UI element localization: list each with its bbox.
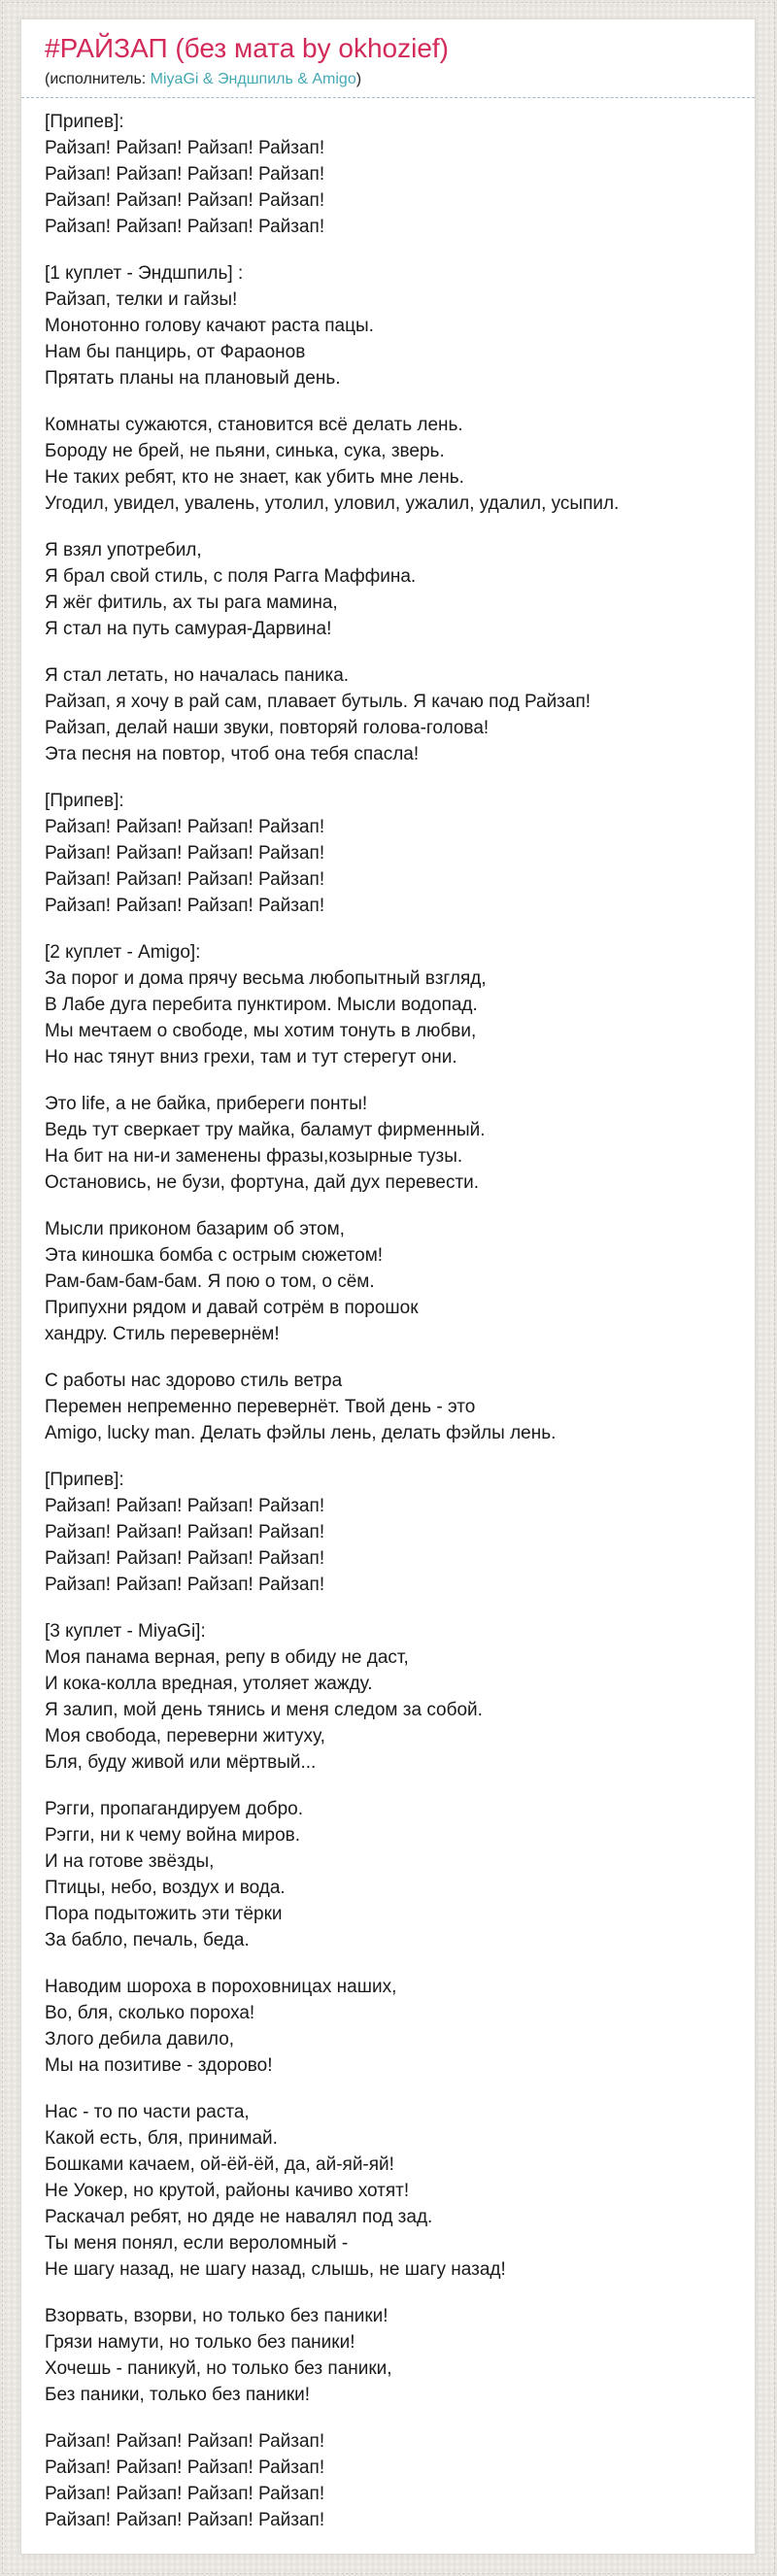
artist-link[interactable]: MiyaGi & Эндшпиль & Amigo	[150, 71, 356, 87]
lyrics-card	[20, 18, 756, 2555]
lyrics-line: [Припев]:	[45, 112, 124, 132]
lyrics-line: Райзап! Райзап! Райзап! Райзап!	[45, 190, 325, 211]
lyrics-line: Без паники, только без паники!	[45, 2385, 311, 2405]
lyrics-line: Бороду не брей, не пьяни, синька, сука, зверь.	[45, 441, 445, 461]
lyrics-line: Я взял употребил,	[45, 540, 202, 560]
lyrics-line: И кока-колла вредная, утоляет жажду.	[45, 1674, 373, 1694]
lyrics-line: Мы мечтаем о свободе, мы хотим тонуть в любви,	[45, 1021, 477, 1041]
lyrics-line: Я стал летать, но началась паника.	[45, 665, 350, 686]
lyrics-line: За порог и дома прячу весьма любопытный взгляд,	[45, 968, 487, 989]
stanza	[45, 1216, 731, 1347]
lyrics-line: Не Уокер, но крутой, районы качиво хотят!	[45, 2181, 410, 2201]
lyrics-line: Райзап! Райзап! Райзап! Райзап!	[45, 843, 325, 864]
lyrics-line: Это life, а не байка, прибереги понты!	[45, 1094, 368, 1114]
lyrics-line: И на готове звёзды,	[45, 1851, 215, 1872]
lyrics-line: Моя панама верная, репу в обиду не даст,	[45, 1647, 409, 1668]
lyrics-line: Птицы, небо, воздух и вода.	[45, 1878, 286, 1898]
lyrics-line: Какой есть, бля, принимай.	[45, 2128, 278, 2149]
stanza	[45, 109, 731, 240]
stanza	[45, 788, 731, 919]
lyrics-line: Райзап, я хочу в рай сам, плавает бутыль. Я качаю под Райзап!	[45, 692, 591, 712]
stanza	[45, 260, 731, 391]
lyrics-line: Злого дебила давило,	[45, 2029, 235, 2050]
lyrics-line: Комнаты сужаются, становится всё делать лень.	[45, 415, 463, 435]
lyrics-line: Прятать планы на плановый день.	[45, 368, 341, 389]
lyrics-line: Райзап, делай наши звуки, повторяй голова-голова!	[45, 718, 490, 738]
lyrics-line: Грязи намути, но только без паники!	[45, 2332, 355, 2353]
stanza	[45, 537, 731, 642]
lyrics-line: Бля, буду живой или мёртвый...	[45, 1752, 317, 1773]
lyrics-line: Эта киношка бомба с острым сюжетом!	[45, 1245, 384, 1266]
lyrics-line: Райзап! Райзап! Райзап! Райзап!	[45, 217, 325, 237]
lyrics-line: Райзап! Райзап! Райзап! Райзап!	[45, 1575, 325, 1595]
lyrics-line: Пора подытожить эти тёрки	[45, 1904, 283, 1924]
lyrics-line: Остановись, не бузи, фортуна, дай дух перевести.	[45, 1172, 480, 1193]
lyrics-line: Угодил, увидел, увалень, утолил, уловил, ужалил, удалил, усыпил.	[45, 493, 620, 514]
stanza	[45, 1796, 731, 1953]
lyrics-line: Во, бля, сколько пороха!	[45, 2003, 255, 2023]
lyrics-line: На бит на ни-и заменены фразы,козырные тузы.	[45, 1146, 463, 1167]
lyrics-line: Моя свобода, переверни житуху,	[45, 1726, 325, 1746]
lyrics-line: [Припев]:	[45, 791, 124, 811]
lyrics-line: Райзап! Райзап! Райзап! Райзап!	[45, 138, 325, 158]
lyrics-line: Припухни рядом и давай сотрём в порошок	[45, 1298, 419, 1318]
stanza	[45, 939, 731, 1070]
lyrics-line: [Припев]:	[45, 1470, 124, 1490]
lyrics-line: Не таких ребят, кто не знает, как убить мне лень.	[45, 467, 464, 488]
song-title: #РАЙЗАП (без мата by okhozief)	[45, 33, 450, 63]
lyrics-line: Монотонно голову качают раста пацы.	[45, 316, 374, 336]
lyrics-line: Райзап! Райзап! Райзап! Райзап!	[45, 1548, 325, 1569]
stanza	[45, 1467, 731, 1598]
lyrics-line: Райзап! Райзап! Райзап! Райзап!	[45, 1522, 325, 1542]
lyrics-line: Райзап! Райзап! Райзап! Райзап!	[45, 2510, 325, 2530]
lyrics-line: Не шагу назад, не шагу назад, слышь, не шагу назад!	[45, 2259, 506, 2280]
lyrics-line: Райзап! Райзап! Райзап! Райзап!	[45, 1496, 325, 1516]
artist-line-suffix: )	[355, 71, 362, 87]
song-header	[21, 19, 755, 98]
lyrics-line: Райзап! Райзап! Райзап! Райзап!	[45, 896, 325, 916]
lyrics-line: Ты меня понял, если вероломный -	[45, 2233, 349, 2254]
stanza	[45, 412, 731, 517]
lyrics-line: Мы на позитиве - здорово!	[45, 2055, 273, 2076]
lyrics-line: Райзап! Райзап! Райзап! Райзап!	[45, 2431, 325, 2452]
lyrics-line: Ведь тут сверкает тру майка, баламут фирменный.	[45, 1120, 486, 1140]
lyrics-line: [2 куплет - Amigo]:	[45, 942, 201, 963]
lyrics-line: Рэгги, пропагандируем добро.	[45, 1799, 304, 1819]
lyrics-line: Райзап, телки и гайзы!	[45, 289, 238, 310]
stanza	[45, 2303, 731, 2408]
lyrics-line: Я брал свой стиль, с поля Рагга Маффина.	[45, 566, 417, 587]
stanza	[45, 1974, 731, 2079]
lyrics-line: [3 куплет - MiyaGi]:	[45, 1621, 206, 1642]
lyrics-line: Наводим шороха в пороховницах наших,	[45, 1977, 397, 1997]
lyrics-line: Райзап! Райзап! Райзап! Райзап!	[45, 164, 325, 185]
lyrics-line: Я жёг фитиль, ах ты рага мамина,	[45, 593, 338, 613]
lyrics-line: Райзап! Райзап! Райзап! Райзап!	[45, 869, 325, 890]
lyrics-line: Райзап! Райзап! Райзап! Райзап!	[45, 817, 325, 837]
lyrics-line: хандру. Стиль перевернём!	[45, 1324, 280, 1344]
stanza	[45, 1091, 731, 1196]
lyrics-line: Эта песня на повтор, чтоб она тебя спасла!	[45, 744, 420, 764]
lyrics-line: Бошками качаем, ой-ёй-ёй, да, ай-яй-яй!	[45, 2154, 394, 2175]
lyrics-line: Перемен непременно перевернёт. Твой день - это	[45, 1397, 476, 1417]
lyrics-line: Взорвать, взорви, но только без паники!	[45, 2306, 388, 2326]
lyrics-text	[21, 98, 755, 2562]
stanza	[45, 1368, 731, 1446]
artist-line	[45, 70, 731, 89]
lyrics-line: [1 куплет - Эндшпиль] :	[45, 263, 244, 284]
lyrics-line: Райзап! Райзап! Райзап! Райзап!	[45, 2484, 325, 2504]
stanza	[45, 662, 731, 767]
stanza	[45, 2428, 731, 2533]
lyrics-line: Amigo, lucky man. Делать фэйлы лень, делать фэйлы лень.	[45, 1423, 557, 1443]
lyrics-line: В Лабе дуга перебита пунктиром. Мысли водопад.	[45, 995, 478, 1015]
lyrics-line: За бабло, печаль, беда.	[45, 1930, 250, 1950]
lyrics-line: Рам-бам-бам-бам. Я пою о том, о сём.	[45, 1271, 375, 1292]
lyrics-line: Рэгги, ни к чему война миров.	[45, 1825, 301, 1846]
lyrics-line: Нам бы панцирь, от Фараонов	[45, 342, 306, 362]
lyrics-line: Мысли приконом базарим об этом,	[45, 1219, 345, 1239]
artist-label: (исполнитель:	[45, 71, 151, 87]
lyrics-line: Но нас тянут вниз грехи, там и тут стерегут они.	[45, 1047, 457, 1068]
lyrics-line: Райзап! Райзап! Райзап! Райзап!	[45, 2457, 325, 2478]
lyrics-line: С работы нас здорово стиль ветра	[45, 1371, 343, 1391]
stanza	[45, 1618, 731, 1776]
lyrics-line: Я залип, мой день тянись и меня следом за собой.	[45, 1700, 483, 1720]
lyrics-line: Раскачал ребят, но дяде не навалял под зад.	[45, 2207, 433, 2227]
lyrics-line: Хочешь - паникуй, но только без паники,	[45, 2358, 392, 2379]
stanza	[45, 2099, 731, 2283]
lyrics-line: Нас - то по части раста,	[45, 2102, 250, 2122]
lyrics-line: Я стал на путь самурая-Дарвина!	[45, 619, 332, 639]
